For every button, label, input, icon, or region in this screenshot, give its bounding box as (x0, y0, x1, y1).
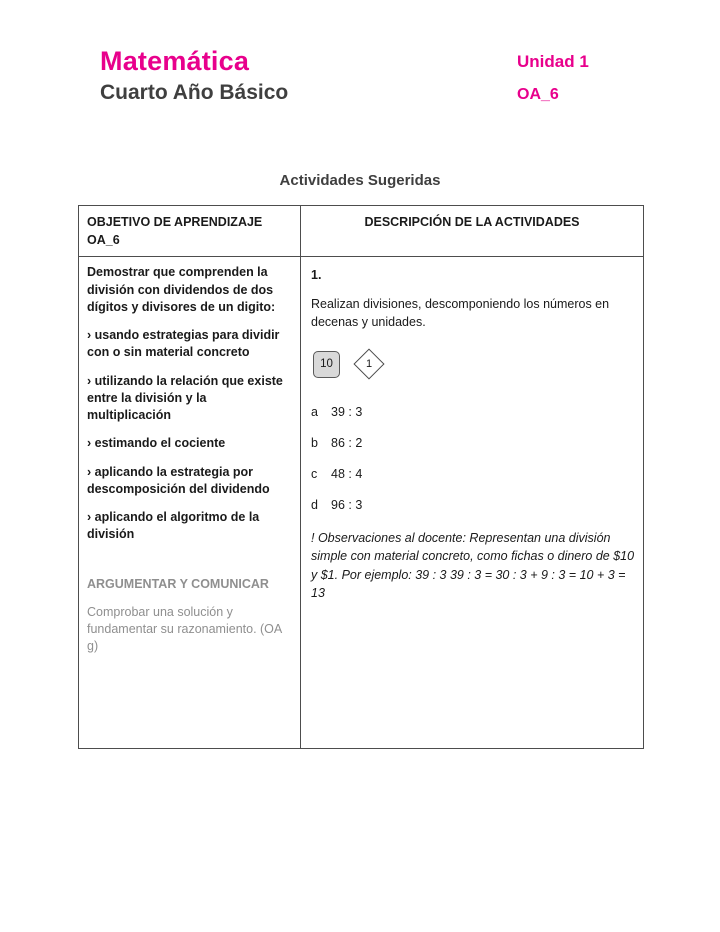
argumentar-title: ARGUMENTAR Y COMUNICAR (87, 576, 269, 591)
activity-number: 1. (311, 268, 322, 283)
table-body-row (79, 257, 643, 748)
division-item-expr: 96 : 3 (331, 498, 363, 513)
objetivo-header-line1: OBJETIVO DE APRENDIZAJE (87, 215, 263, 229)
division-item-a (311, 405, 635, 419)
observaciones-docente: ! Observaciones al docente: Representan una división simple con material concreto, como fichas o dinero de $10 y $1. Por ejemplo: 39 : 3 39 : 3 = 30 : 3 + 9 : 3 = 10 + 3 = 13 (311, 531, 635, 600)
division-item-expr: 39 : 3 (331, 405, 363, 420)
division-item-letter: c (311, 467, 318, 482)
material-tokens (313, 349, 635, 379)
doc-subtitle: Cuarto Año Básico (100, 81, 289, 104)
division-item-b (311, 436, 635, 450)
objetivo-cell (79, 257, 301, 748)
division-item-expr: 48 : 4 (331, 467, 363, 482)
activity-text: Realizan divisiones, descomponiendo los números en decenas y unidades. (311, 297, 610, 329)
ones-diamond-label: 1 (365, 358, 373, 371)
objetivo-intro: Demostrar que comprenden la división con dividendos de dos dígitos y divisores de un digito: (87, 265, 276, 314)
objetivo-bullet-3: › estimando el cociente (87, 436, 226, 451)
ones-diamond-icon (353, 349, 384, 380)
objetivo-header-line2: OA_6 (87, 233, 120, 248)
descripcion-cell (301, 257, 643, 748)
activities-table (78, 205, 644, 749)
division-item-c (311, 467, 635, 481)
division-item-letter: d (311, 498, 318, 513)
header-left (100, 46, 288, 105)
division-item-d (311, 498, 635, 512)
objetivo-bullet-1: › usando estrategias para dividir con o sin material concreto (87, 328, 280, 360)
descripcion-header: DESCRIPCIÓN DE LA ACTIVIDADES (364, 215, 580, 229)
header-right (517, 52, 589, 104)
division-item-expr: 86 : 2 (331, 436, 363, 451)
objetivo-header-cell (79, 206, 301, 256)
descripcion-header-cell (301, 206, 643, 256)
argumentar-block (87, 576, 292, 656)
tens-tile-label: 10 (320, 358, 333, 371)
tens-tile-icon (313, 351, 340, 378)
division-item-letter: a (311, 405, 318, 420)
doc-title: Matemática (100, 46, 250, 76)
argumentar-text: Comprobar una solución y fundamentar su razonamiento. (OA g) (87, 604, 282, 654)
objetivo-bullet-5: › aplicando el algoritmo de la división (87, 510, 260, 542)
unit-label: Unidad 1 (517, 52, 589, 71)
table-header-row (79, 206, 643, 257)
objetivo-bullet-2: › utilizando la relación que existe entre la división y la multiplicación (87, 373, 283, 422)
oa-label: OA_6 (517, 86, 559, 103)
section-title: Actividades Sugeridas (279, 172, 441, 189)
objetivo-bullet-4: › aplicando la estrategia por descomposición del dividendo (87, 464, 270, 496)
division-item-letter: b (311, 436, 318, 451)
